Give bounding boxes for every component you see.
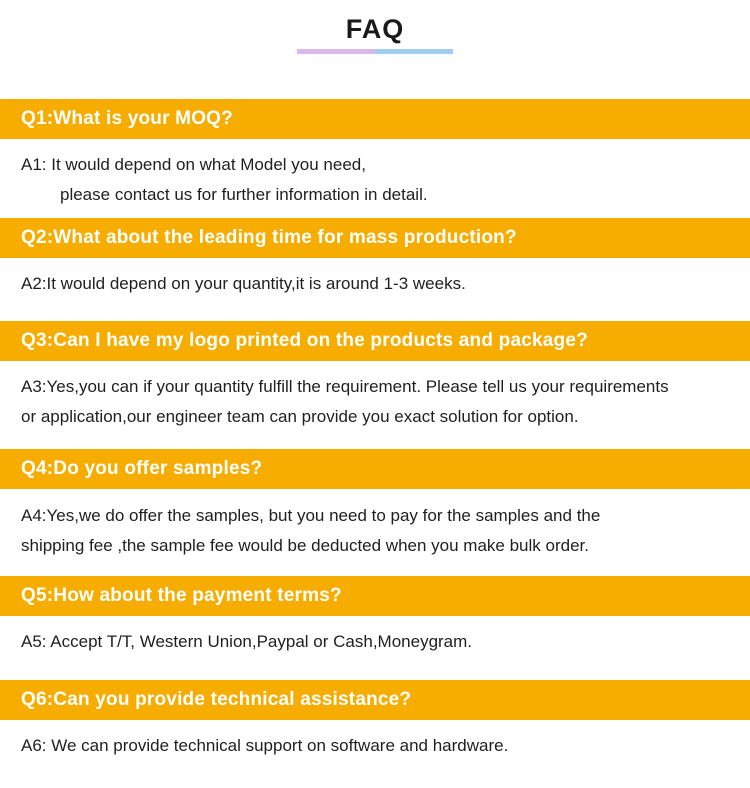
faq-question-2: Q2:What about the leading time for mass production? — [0, 218, 750, 258]
faq-answer-1 — [21, 150, 739, 210]
faq-title-underline — [297, 49, 453, 54]
faq-answer-1-line-2: please contact us for further information in detail. — [60, 185, 428, 204]
faq-answer-6-line-1: A6: We can provide technical support on software and hardware. — [21, 736, 509, 755]
underline-segment-blue — [375, 49, 453, 54]
faq-answer-3-line-1: A3:Yes,you can if your quantity fulfill the requirement. Please tell us your requirements — [21, 377, 669, 396]
faq-question-4: Q4:Do you offer samples? — [0, 449, 750, 489]
faq-answer-4-line-2: shipping fee ,the sample fee would be deducted when you make bulk order. — [21, 536, 589, 555]
faq-answer-3 — [21, 372, 739, 432]
faq-title: FAQ — [345, 14, 405, 44]
faq-question-3: Q3:Can I have my logo printed on the products and package? — [0, 321, 750, 361]
faq-question-6: Q6:Can you provide technical assistance? — [0, 680, 750, 720]
faq-answer-4-line-1: A4:Yes,we do offer the samples, but you need to pay for the samples and the — [21, 506, 601, 525]
faq-answer-5 — [21, 627, 739, 657]
faq-answer-4 — [21, 501, 739, 561]
faq-question-1: Q1:What is your MOQ? — [0, 99, 750, 139]
faq-answer-1-line-1: A1: It would depend on what Model you need, — [21, 155, 366, 174]
faq-answer-3-line-2: or application,our engineer team can provide you exact solution for option. — [21, 407, 579, 426]
underline-segment-lavender — [297, 49, 375, 54]
faq-question-5: Q5:How about the payment terms? — [0, 576, 750, 616]
faq-answer-5-line-1: A5: Accept T/T, Western Union,Paypal or Cash,Moneygram. — [21, 632, 473, 651]
faq-answer-2-line-1: A2:It would depend on your quantity,it is around 1-3 weeks. — [21, 274, 466, 293]
faq-answer-2 — [21, 269, 739, 299]
faq-answer-6 — [21, 731, 739, 761]
